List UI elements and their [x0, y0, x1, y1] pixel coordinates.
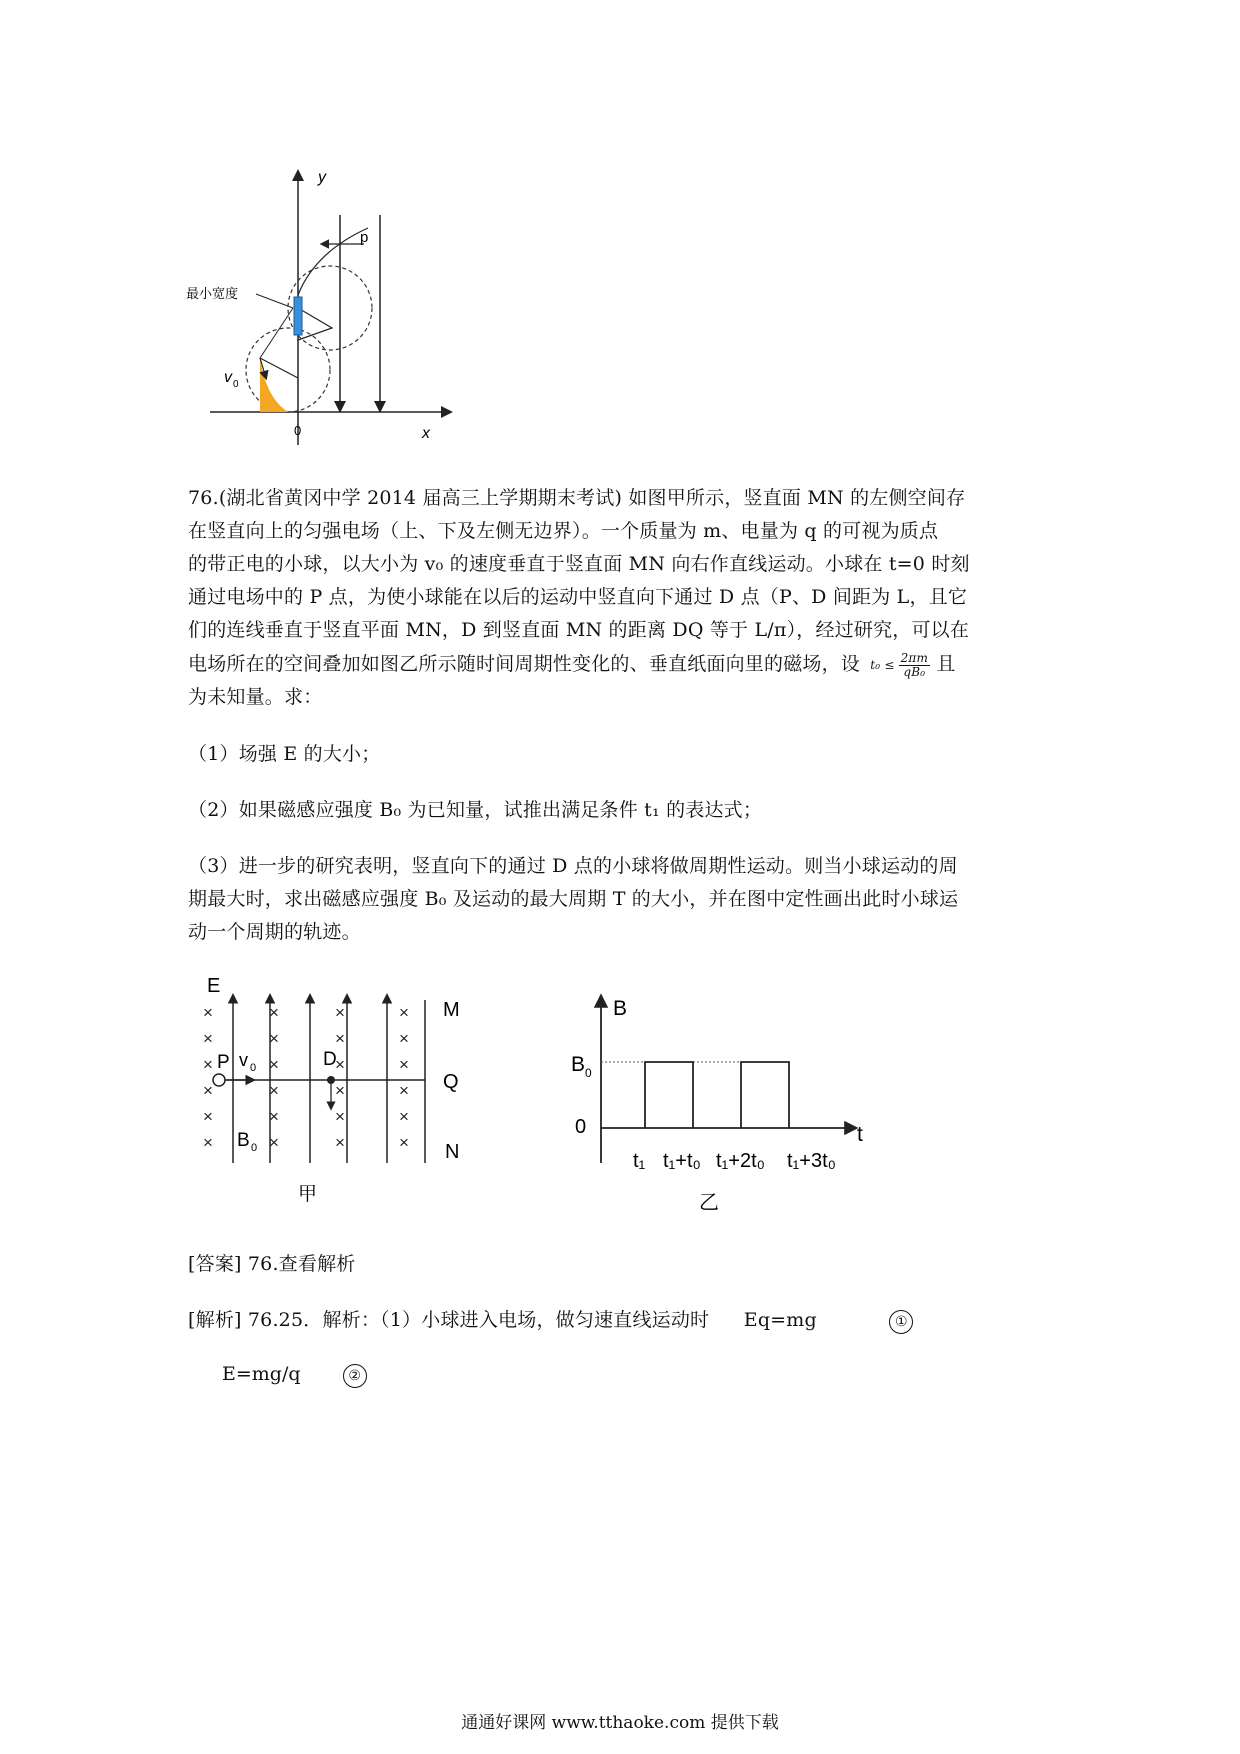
pulse-1: [645, 1062, 693, 1128]
label-d: D: [323, 1049, 337, 1070]
equation-marker-2: ②: [343, 1364, 367, 1388]
cross: ×: [335, 1029, 345, 1048]
label-q: Q: [443, 1071, 459, 1093]
question-line-1: 76.(湖北省黄冈中学 2014 届高三上学期期末考试) 如图甲所示，竖直面 MN 的左侧空间存: [188, 487, 966, 509]
label-v0-sub: 0: [250, 1062, 257, 1074]
condition-formula: [870, 652, 930, 679]
point-p-label: p: [360, 229, 369, 246]
cross: ×: [335, 1133, 345, 1152]
question-line-4: 通过电场中的 P 点，为使小球能在以后的运动中竖直向下通过 D 点（P、D 间距为 L，且它: [188, 586, 968, 608]
question-line-6-text: 电场所在的空间叠加如图乙所示随时间周期性变化的、垂直纸面向里的磁场，设: [188, 653, 861, 675]
question-block: [188, 482, 1058, 647]
formula-denominator: qB₀: [903, 664, 926, 679]
label-b0: B: [237, 1130, 250, 1151]
label-n: N: [445, 1141, 460, 1163]
equation-1: Eq=mg: [743, 1309, 817, 1331]
cross: ×: [399, 1081, 409, 1100]
v0-sub-label: 0: [233, 379, 239, 390]
label-m: M: [443, 999, 460, 1021]
cross: ×: [203, 1107, 213, 1126]
tick-t1-3t0: t₁+3t₀: [787, 1150, 836, 1172]
question-line-6: [188, 648, 1058, 681]
question-line-2: 在竖直向上的匀强电场（上、下及左侧无边界）。一个质量为 m、电量为 q 的可视为质点: [188, 520, 939, 542]
cross: ×: [399, 1107, 409, 1126]
question-line-6-end: 且: [936, 653, 956, 675]
sub-question-3: [188, 850, 1058, 949]
analysis-text: [解析] 76.25．解析：（1）小球进入电场，做匀速直线运动时: [188, 1309, 710, 1331]
formula-numerator: 2πm: [900, 650, 929, 665]
b0-sub-label: 0: [585, 1066, 592, 1080]
min-width-bar: [294, 297, 302, 335]
sub-question-2: （2）如果磁感应强度 B₀ 为已知量，试推出满足条件 t₁ 的表达式；: [188, 799, 763, 821]
question-line-7: 为未知量。求：: [188, 686, 323, 708]
cross: ×: [269, 1055, 279, 1074]
question-line-3: 的带正电的小球，以大小为 v₀ 的速度垂直于竖直面 MN 向右作直线运动。小球在 t=0 时刻: [188, 553, 970, 575]
cross: ×: [269, 1081, 279, 1100]
point-p: [213, 1074, 225, 1086]
cross: ×: [203, 1029, 213, 1048]
label-b0-sub: 0: [251, 1142, 258, 1154]
analysis-line-2: [222, 1358, 367, 1391]
sub-question-3-line-1: （3）进一步的研究表明，竖直向下的通过 D 点的小球将做周期性运动。则当小球运动的周: [188, 855, 958, 877]
origin-label: 0: [294, 423, 302, 438]
label-e: E: [207, 975, 221, 997]
tick-t1-t0: t₁+t₀: [663, 1150, 701, 1172]
cross: ×: [269, 1107, 279, 1126]
x-axis-label: x: [422, 425, 430, 442]
sub-question-3-line-3: 动一个周期的轨迹。: [188, 921, 361, 943]
cross: ×: [203, 1081, 213, 1100]
caption-jia: 甲: [298, 1184, 318, 1205]
cross: ×: [269, 1133, 279, 1152]
cross: ×: [269, 1029, 279, 1048]
analysis-line-1: [188, 1304, 1058, 1337]
trajectory-figure: [186, 160, 470, 460]
tick-t1-2t0: t₁+2t₀: [716, 1150, 765, 1172]
cross: ×: [335, 1003, 345, 1022]
cross: ×: [399, 1133, 409, 1152]
pulse-2: [741, 1062, 789, 1128]
question-line-5: 们的连线垂直于竖直平面 MN，D 到竖直面 MN 的距离 DQ 等于 L/π），经过研究，可以在: [188, 619, 970, 641]
cross: ×: [399, 1003, 409, 1022]
figure-yi: [565, 985, 885, 1215]
t-axis-label: t: [857, 1123, 863, 1146]
caption-yi: 乙: [699, 1192, 719, 1214]
orange-region: [260, 358, 288, 412]
cross: ×: [399, 1029, 409, 1048]
cross: ×: [335, 1107, 345, 1126]
figure-jia: [195, 968, 485, 1213]
cross: ×: [335, 1055, 345, 1074]
tick-t1: t₁: [633, 1150, 646, 1172]
cross: ×: [399, 1055, 409, 1074]
equation-2: E=mg/q: [222, 1363, 301, 1385]
cross: ×: [269, 1003, 279, 1022]
min-width-label: 最小宽度: [186, 286, 239, 301]
sub-question-3-line-2: 期最大时，求出磁感应强度 B₀ 及运动的最大周期 T 的大小，并在图中定性画出此时小球运: [188, 888, 959, 910]
label-v0: v: [239, 1050, 248, 1070]
formula-lhs: t₀ ≤: [870, 657, 895, 672]
sub-question-1: （1）场强 E 的大小；: [188, 743, 381, 765]
cross: ×: [335, 1081, 345, 1100]
b0-label: B: [571, 1053, 586, 1076]
v0-label: v: [224, 369, 232, 386]
cross: ×: [203, 1003, 213, 1022]
cross: ×: [203, 1055, 213, 1074]
b-axis-label: B: [613, 997, 628, 1020]
page-footer: 通通好课网 www.tthaoke.com 提供下载: [461, 1713, 779, 1733]
answer-line: [答案] 76.查看解析: [188, 1253, 356, 1275]
cross: ×: [203, 1133, 213, 1152]
magnetic-field-crosses: [203, 1003, 409, 1152]
zero-label: 0: [575, 1116, 587, 1138]
y-axis-label: y: [318, 169, 326, 186]
equation-marker-1: ①: [889, 1310, 913, 1334]
label-p: P: [217, 1052, 230, 1073]
